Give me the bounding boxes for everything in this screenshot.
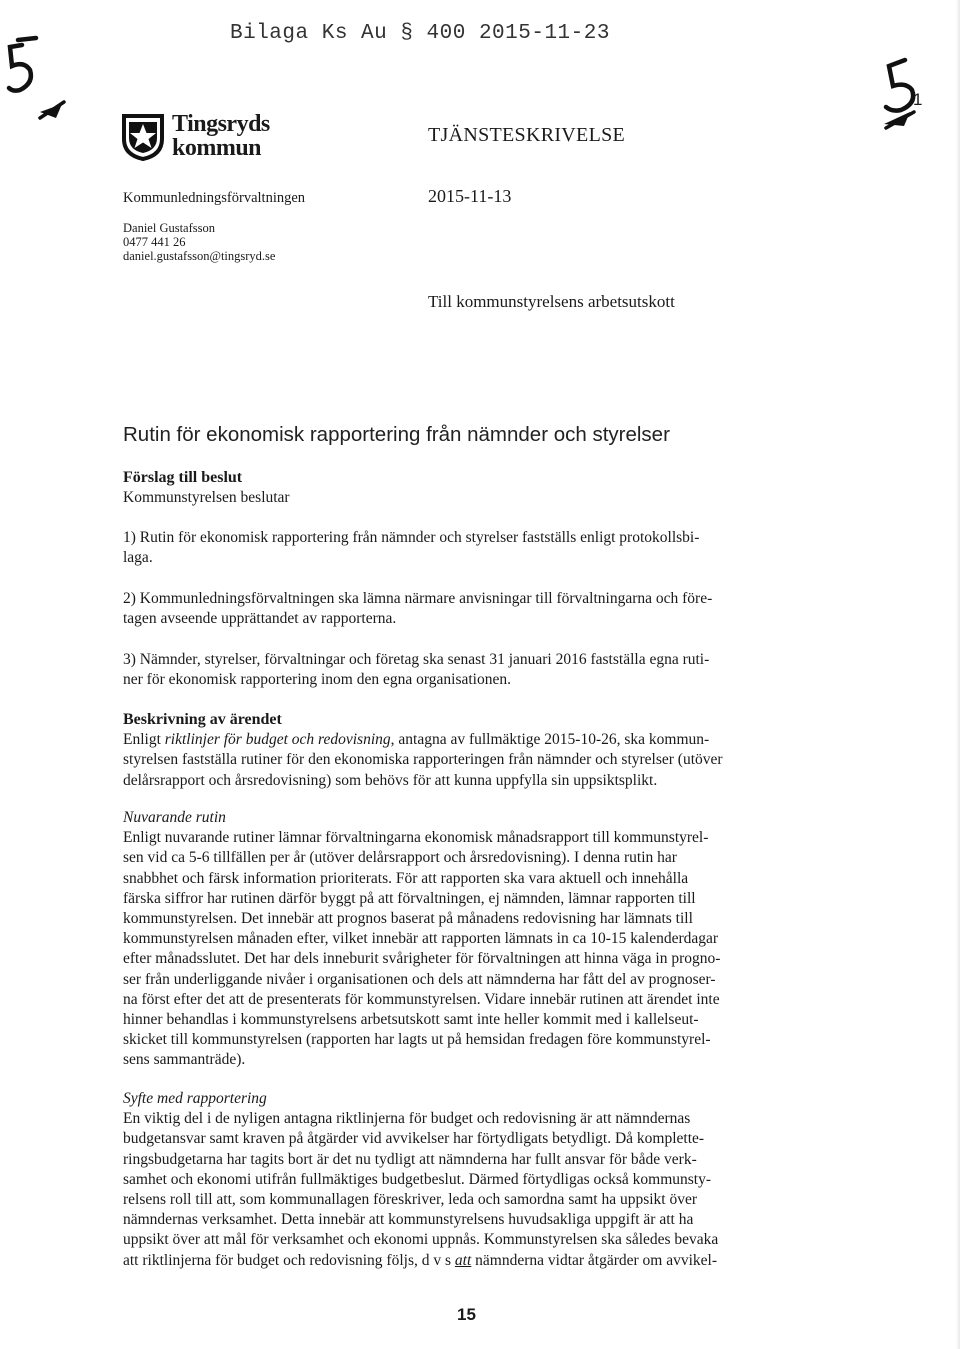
proposal-heading: Förslag till beslut xyxy=(123,469,243,486)
body-line: uppsikt över att mål för verksamhet och ekonomi uppnås. Kommunstyrelsen ska således bevaka xyxy=(123,1231,719,1249)
body-line: samhet och ekonomi utifrån fullmäktiges budgetbeslut. Därmed förtydligas också kommunsty- xyxy=(123,1170,712,1188)
description-heading: Beskrivning av ärendet xyxy=(123,711,282,728)
body-line: En viktig del i de nyligen antagna riktlinjerna för budget och redovisning är att nämndernas xyxy=(123,1110,691,1128)
proposal-line: tagen avseende upprättandet av rapporterna. xyxy=(123,610,397,628)
description-line-1 xyxy=(123,730,793,750)
purpose-heading: Syfte med rapportering xyxy=(123,1090,267,1107)
current-routine-heading: Nuvarande rutin xyxy=(123,809,226,826)
footer-page-number: 15 xyxy=(457,1305,476,1324)
body-line: kommunstyrelsen. Det innebär att prognos baserat på månadens redovisning har lämnats till xyxy=(123,910,693,928)
proposal-item-3 xyxy=(123,650,793,690)
document-title: Rutin för ekonomisk rapportering från nämnder och styrelser xyxy=(123,423,670,446)
description-line: styrelsen fastställa rutiner för den ekonomiska rapporteringen från nämnder och styrelser (utöver xyxy=(123,751,723,769)
proposal-line: 2) Kommunledningsförvaltningen ska lämna närmare anvisningar till förvaltningarna och före- xyxy=(123,590,713,607)
body-line: efter månadsslutet. Det har dels inneburit svårigheter för förvaltningen att hinna väga in progno- xyxy=(123,950,721,968)
contact-email[interactable]: daniel.gustafsson@tingsryd.se xyxy=(123,249,276,263)
current-routine-section xyxy=(123,808,793,1071)
crest-star-icon xyxy=(121,113,165,161)
purpose-last-line xyxy=(123,1251,793,1271)
text-run: att riktlinjerna för budget och redovisning följs, d v s xyxy=(123,1251,455,1269)
body-line: nämndernas verksamhet. Detta innebär att kommunstyrelsens huvudsakliga uppgift är att ha xyxy=(123,1211,694,1229)
page-number: 1 xyxy=(913,90,923,109)
proposal-line: laga. xyxy=(123,549,153,567)
text-run-italic: att xyxy=(454,1251,472,1269)
text-run: Enligt xyxy=(123,731,165,749)
body-line: sens sammanträde). xyxy=(123,1051,246,1069)
recipient: Till kommunstyrelsens arbetsutskott xyxy=(428,292,675,311)
body-line: hinner behandlas i kommunstyrelsens arbetsutskott samt inte heller kommit med i kallelseut- xyxy=(123,1011,699,1029)
body-line: ringsbudgetarna har tagits bort är det nu tydligt att nämnderna har fullt ansvar för både verk- xyxy=(123,1150,697,1168)
logo-wordmark xyxy=(172,112,270,160)
contact-block xyxy=(123,221,275,263)
purpose-section xyxy=(123,1089,793,1271)
body-line: na först efter det att de presenterats för kommunstyrelsen. Vidare innebär rutinen att ärendet inte xyxy=(123,990,720,1008)
current-routine-body xyxy=(123,828,793,1070)
logo-line-1: Tingsryds xyxy=(172,111,270,137)
description-section xyxy=(123,710,793,791)
proposal-intro: Kommunstyrelsen beslutar xyxy=(123,489,290,507)
body-line: Enligt nuvarande rutiner lämnar förvaltningarna ekonomisk månadsrapport till kommunstyrel- xyxy=(123,829,709,847)
department: Kommunledningsförvaltningen xyxy=(123,190,306,206)
text-run-italic: riktlinjer för budget och redovisning xyxy=(164,731,391,749)
purpose-body xyxy=(123,1109,793,1250)
logo-line-2: kommun xyxy=(172,135,262,161)
proposal-line: ner för ekonomisk rapportering inom den egna organisationen. xyxy=(123,671,511,689)
scan-edge xyxy=(956,0,960,1349)
description-line: delårsrapport och årsredovisning) som behövs för att kunna uppfylla sin uppsiktsplikt. xyxy=(123,771,658,789)
document-stamp: Bilaga Ks Au § 400 2015-11-23 xyxy=(230,22,610,45)
document-type: TJÄNSTESKRIVELSE xyxy=(428,124,626,146)
proposal-item-2 xyxy=(123,589,793,629)
contact-name: Daniel Gustafsson xyxy=(123,221,215,235)
body-line: relsens roll till att, som kommunallagen föreskriver, leda och samordna samt ha uppsikt över xyxy=(123,1191,698,1209)
proposal-line: 3) Nämnder, styrelser, förvaltningar och företag ska senast 31 januari 2016 fastställa egna ruti- xyxy=(123,651,710,668)
body-line: färska siffror har rutinen därför byggt på att förvaltningen, ej nämnden, lämnar rapporten till xyxy=(123,889,696,907)
body-line: kommunstyrelsen månaden efter, vilket innebär att rapporten lämnats in ca 10-15 kalenderdagar xyxy=(123,930,719,948)
text-run: , antagna av fullmäktige 2015-10-26, ska kommun- xyxy=(390,731,710,749)
text-run: nämnderna vidtar åtgärder om avvikel- xyxy=(471,1251,718,1269)
proposal-item-1 xyxy=(123,528,793,568)
body-line: skicket till kommunstyrelsen (rapporten har lagts ut på hemsidan fredagen före kommunstyrel- xyxy=(123,1031,711,1049)
proposal-line: 1) Rutin för ekonomisk rapportering från nämnder och styrelser fastställs enligt protokollsbi- xyxy=(123,529,700,546)
document-date: 2015-11-13 xyxy=(428,186,512,206)
body-line: sen vid ca 5-6 tillfällen per år (utöver delårsrapport och årsredovisning). I denna rutin har xyxy=(123,849,677,867)
proposal-section xyxy=(123,468,793,508)
body-line: budgetansvar samt kraven på åtgärder vid avvikelser har förtydligats betydligt. Då komplette- xyxy=(123,1130,705,1148)
body-line: snabbhet och färsk information prioriterats. För att rapporten ska vara aktuell och innehålla xyxy=(123,869,689,887)
body-line: ser från underliggande nivåer i organisationen och dels att nämnderna har fått del av prognoser- xyxy=(123,970,716,988)
contact-phone: 0477 441 26 xyxy=(123,235,186,249)
